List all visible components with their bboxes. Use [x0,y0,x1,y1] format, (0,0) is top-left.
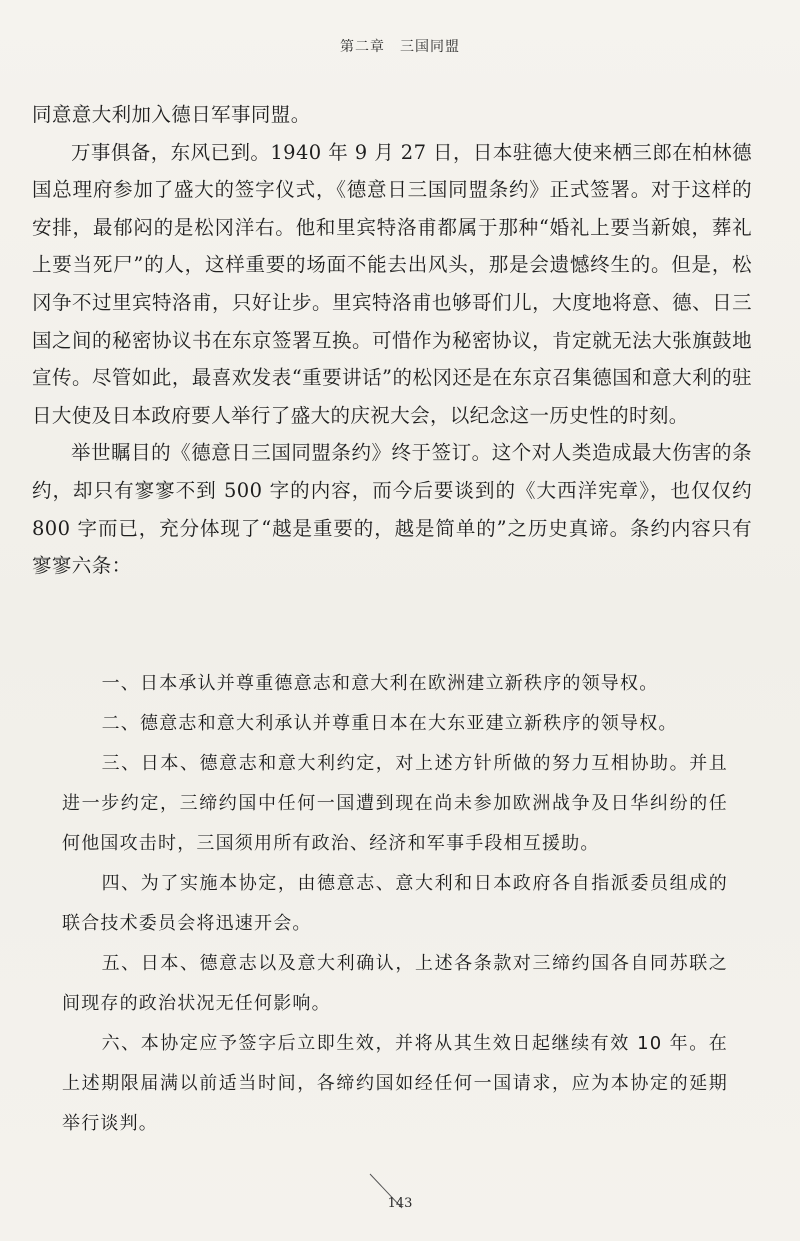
page-number: 143 [387,1196,413,1211]
paragraph: 同意意大利加入德日军事同盟。 [32,103,311,126]
paragraph: 万事俱备，东风已到。1940 年 9 月 27 日，日本驻德大使来栖三郎在柏林德国总理府参加了盛大的签字仪式，《德意日三国同盟条约》正式签署。对于这样的安排，最郁闷的是松冈洋右。他和里宾特洛甫都属于那种“婚礼上要当新娘，葬礼上要当死尸”的人，这样重要的场面不能去出风头，那是会遗憾终生的。但是，松冈争不过里宾特洛甫，只好让步。里宾特洛甫也够哥们儿，大度地将意、德、日三国之间的秘密协议书在东京签署互换。可惜作为秘密协议，肯定就无法大张旗鼓地宣传。尽管如此，最喜欢发表“重要讲话”的松冈还是在东京召集德国和意大利的驻日大使及日本政府要人举行了盛大的庆祝大会，以纪念这一历史性的时刻。 [32,140,752,427]
treaty-article: 一、日本承认并尊重德意志和意大利在欧洲建立新秩序的领导权。 [101,673,659,694]
body-text [32,96,752,585]
treaty-article: 三、日本、德意志和意大利约定，对上述方针所做的努力互相协助。并且进一步约定，三缔约国中任何一国遭到现在尚未参加欧洲战争及日华纠纷的任何他国攻击时，三国须用所有政治、经济和军事手段相互援助。 [62,753,728,854]
treaty-articles [62,664,728,1144]
paragraph: 举世瞩目的《德意日三国同盟条约》终于签订。这个对人类造成最大伤害的条约，却只有寥寥不到 500 字的内容，而今后要谈到的《大西洋宪章》，也仅仅约 800 字而已，充分体现了“越是重要的，越是简单的”之历史真谛。条约内容只有寥寥六条： [32,441,752,578]
running-header: 第二章 三国同盟 [340,39,460,55]
treaty-article: 五、日本、德意志以及意大利确认，上述各条款对三缔约国各自同苏联之间现存的政治状况无任何影响。 [62,953,728,1014]
treaty-article: 二、德意志和意大利承认并尊重日本在大东亚建立新秩序的领导权。 [101,713,678,734]
treaty-article: 六、本协定应予签字后立即生效，并将从其生效日起继续有效 10 年。在上述期限届满以前适当时间，各缔约国如经任何一国请求，应为本协定的延期举行谈判。 [62,1033,728,1134]
treaty-article: 四、为了实施本协定，由德意志、意大利和日本政府各自指派委员组成的联合技术委员会将迅速开会。 [62,873,728,934]
